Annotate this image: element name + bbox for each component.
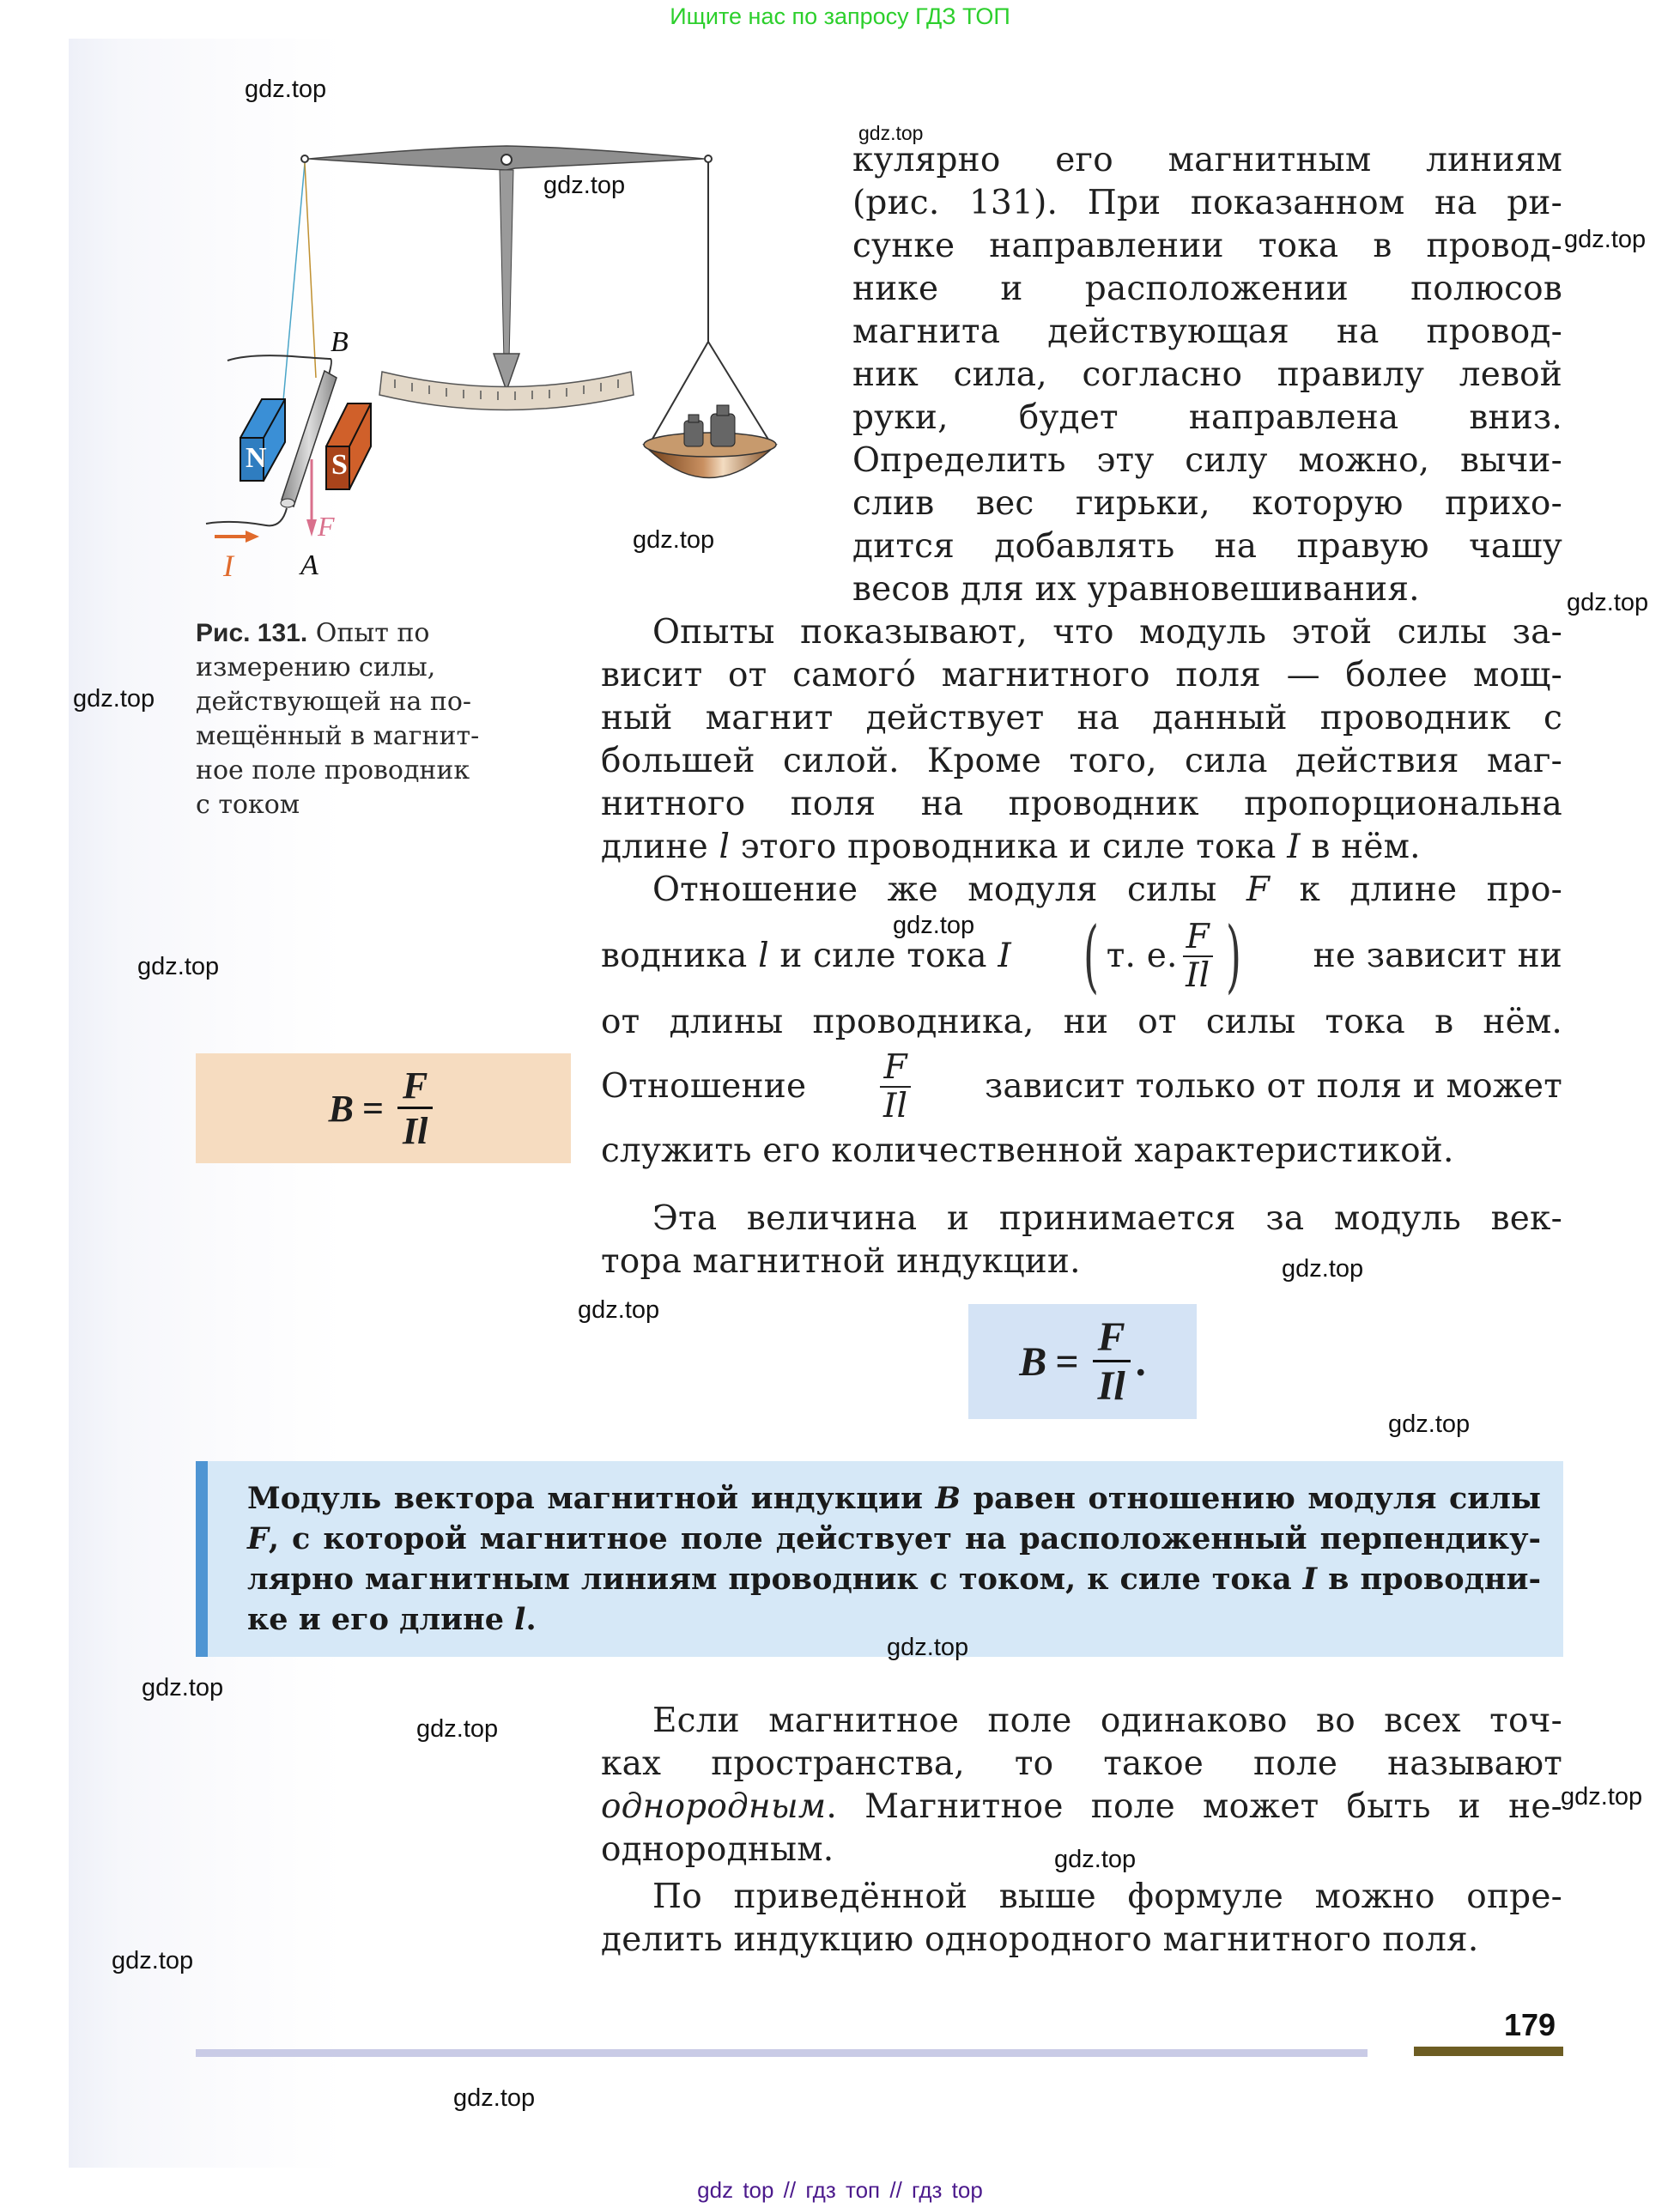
paragraph-continuation	[852, 139, 1562, 611]
watermark: gdz.top	[578, 1296, 660, 1324]
point-b-label: B	[331, 326, 349, 358]
watermark: gdz.top	[858, 122, 924, 144]
text-line: однородным.	[601, 1830, 834, 1869]
figure-number: Рис. 131.	[196, 619, 308, 647]
caption-line: мещённый в магнит-	[196, 721, 480, 751]
var-f: F	[247, 1521, 269, 1556]
page-number: 179	[1504, 2007, 1556, 2042]
paragraph-formula-use	[601, 1876, 1562, 1962]
figure-caption	[196, 616, 539, 822]
fraction-denominator: Il	[1097, 1362, 1125, 1409]
caption-line: действующей на по-	[196, 687, 472, 717]
text-run: к длине про-	[1270, 870, 1563, 909]
text-run: Отношение	[601, 1067, 807, 1106]
definition-line	[247, 1559, 1541, 1599]
text-line: большей силой. Кроме того, сила действия маг-	[601, 742, 1562, 780]
text-line: По приведённой выше формуле можно опре-	[652, 1877, 1562, 1916]
text-line: (рис. 131). При показанном на ри-	[852, 184, 1562, 222]
definition-box	[196, 1461, 1563, 1657]
fraction-f-over-il	[1183, 918, 1213, 995]
text-line: Определить эту силу можно, вычи-	[852, 441, 1562, 480]
force-vector-label: F	[318, 511, 335, 542]
paragraph-definition-lead	[601, 1198, 1562, 1283]
figure-131-balance-experiment	[189, 129, 833, 610]
text-run: Отношение же модуля силы	[652, 870, 1246, 909]
formula-box-main	[968, 1304, 1197, 1419]
text-line: ник сила, согласно правилу левой	[852, 355, 1562, 394]
watermark: gdz.top	[1567, 589, 1649, 616]
text-line	[601, 1786, 1562, 1829]
watermark: gdz.top	[137, 953, 220, 980]
watermark: gdz.top	[1561, 1783, 1643, 1811]
formula-period: .	[1135, 1338, 1146, 1385]
fraction-numerator: F	[397, 1067, 433, 1109]
fraction-denominator: Il	[882, 1087, 908, 1125]
definition-line	[247, 1519, 1541, 1559]
formula-fraction	[397, 1064, 433, 1152]
text-line: делить индукцию однородного магнитного поля.	[601, 1920, 1479, 1959]
text-run: длине	[601, 828, 719, 866]
footer-rule	[196, 2049, 1368, 2057]
south-pole-label: S	[331, 449, 348, 481]
text-run: . Магнитное поле может быть и не-	[826, 1787, 1562, 1826]
watermark: gdz.top	[887, 1634, 969, 1661]
watermark: gdz.top	[633, 526, 715, 554]
paragraph-experiments	[601, 611, 1562, 869]
fraction-denominator: Il	[1186, 956, 1210, 995]
open-paren-icon: (	[1083, 910, 1099, 1002]
text-line: висит от самого́ магнитного поля — более мощ-	[601, 656, 1562, 695]
emphasized-term: однородным	[601, 1787, 827, 1826]
formula-lhs: B	[1019, 1338, 1047, 1385]
text-line	[601, 826, 1562, 869]
formula-equals: =	[361, 1087, 385, 1130]
north-pole-label: N	[246, 442, 267, 474]
text-line: ках пространства, то такое поле называют	[601, 1744, 1562, 1783]
text-line: Если магнитное поле одинаково во всех точ-	[652, 1701, 1562, 1740]
formula-box-side	[196, 1053, 571, 1163]
caption-line: ное поле проводник	[196, 755, 470, 786]
text-run: т. е.	[1106, 937, 1178, 975]
watermark: gdz.top	[893, 912, 975, 939]
formula-equals: =	[1055, 1338, 1079, 1385]
var-l: l	[514, 1602, 526, 1637]
var-i: I	[998, 937, 1011, 975]
text-line: весов для их уравновешивания.	[852, 570, 1420, 609]
text-run: зависит только от поля и может	[984, 1067, 1562, 1106]
watermark: gdz.top	[453, 2084, 536, 2112]
text-run: Модуль вектора магнитной индукции	[247, 1481, 936, 1516]
text-line: ный магнит действует на данный проводник с	[601, 699, 1562, 737]
text-line: руки, будет направлена вниз.	[852, 398, 1562, 437]
fraction-numerator: F	[880, 1051, 910, 1088]
text-run: не зависит ни	[1313, 937, 1562, 975]
watermark: gdz.top	[1282, 1255, 1364, 1283]
text-run: .	[525, 1602, 537, 1637]
text-line	[601, 912, 1562, 1001]
text-line	[601, 869, 1562, 912]
text-run: лярно магнитным линиям проводник с током, к силе тока	[247, 1562, 1303, 1597]
text-line: нике и расположении полюсов	[852, 270, 1562, 308]
text-line: сунке направлении тока в провод-	[852, 227, 1562, 265]
var-i: I	[1302, 1562, 1318, 1597]
text-line: нитного поля на проводник пропорциональна	[601, 785, 1562, 823]
watermark: gdz.top	[1388, 1410, 1471, 1438]
current-label: I	[223, 549, 234, 583]
watermark: gdz.top	[73, 685, 155, 713]
formula-lhs: B	[328, 1087, 354, 1130]
balance-diagram	[189, 129, 833, 610]
parenthetical-fraction	[1076, 910, 1249, 1002]
text-run: в проводни-	[1317, 1562, 1541, 1597]
var-i: I	[1287, 828, 1301, 866]
watermark: gdz.top	[543, 172, 626, 199]
top-banner: Ищите нас по запросу ГДЗ ТОП	[670, 3, 1010, 29]
point-a-label: A	[300, 549, 318, 581]
watermark: gdz.top	[1564, 226, 1647, 253]
text-run: , с которой магнитное поле действует на расположенный перпендику-	[268, 1521, 1541, 1556]
watermark: gdz.top	[112, 1947, 194, 1974]
text-line: слив вес гирьки, которую прихо-	[852, 484, 1562, 523]
text-run	[601, 935, 1011, 978]
text-run: равен отношению модуля силы	[961, 1481, 1541, 1516]
caption-line: измерению силы,	[196, 652, 436, 682]
text-run: этого проводника и силе тока	[730, 828, 1288, 866]
close-paren-icon: )	[1225, 910, 1241, 1002]
watermark: gdz.top	[245, 76, 327, 103]
formula-fraction	[1093, 1313, 1131, 1409]
fraction-numerator: F	[1183, 920, 1213, 957]
text-line: Опыты показывают, что модуль этой силы за-	[652, 613, 1562, 652]
text-line: служить его количественной характеристикой.	[601, 1131, 1454, 1170]
text-line: от длины проводника, ни от силы тока в нём.	[601, 1003, 1562, 1041]
fraction-denominator: Il	[403, 1109, 428, 1152]
text-run: и силе тока	[768, 937, 998, 975]
watermark: gdz.top	[1054, 1846, 1137, 1873]
text-line: кулярно его магнитным линиям	[852, 141, 1562, 179]
fraction-numerator: F	[1093, 1317, 1131, 1362]
var-b: B	[935, 1481, 961, 1516]
paragraph-ratio	[601, 869, 1562, 1173]
var-l: l	[719, 828, 731, 866]
caption-line: с током	[196, 790, 300, 820]
text-run: ке и его длине	[247, 1602, 515, 1637]
watermark: gdz.top	[416, 1715, 499, 1743]
watermark: gdz.top	[142, 1674, 224, 1701]
var-l: l	[758, 937, 769, 975]
footer-rule-accent	[1414, 2047, 1563, 2056]
text-line: дится добавлять на правую чашу	[852, 527, 1562, 566]
definition-line	[247, 1478, 1541, 1519]
text-run: в нём.	[1300, 828, 1421, 866]
text-run: водника	[601, 937, 759, 975]
footer-banner: gdz top // гдз топ // гдз top	[697, 2177, 983, 2203]
text-line: Эта величина и принимается за модуль век-	[652, 1199, 1562, 1238]
text-line	[601, 1044, 1562, 1130]
var-f: F	[1246, 870, 1271, 909]
text-line: тора магнитной индукции.	[601, 1242, 1081, 1281]
fraction-f-over-il	[880, 1048, 910, 1125]
text-line: магнита действующая на провод-	[852, 312, 1562, 351]
caption-line: Опыт по	[307, 618, 430, 648]
